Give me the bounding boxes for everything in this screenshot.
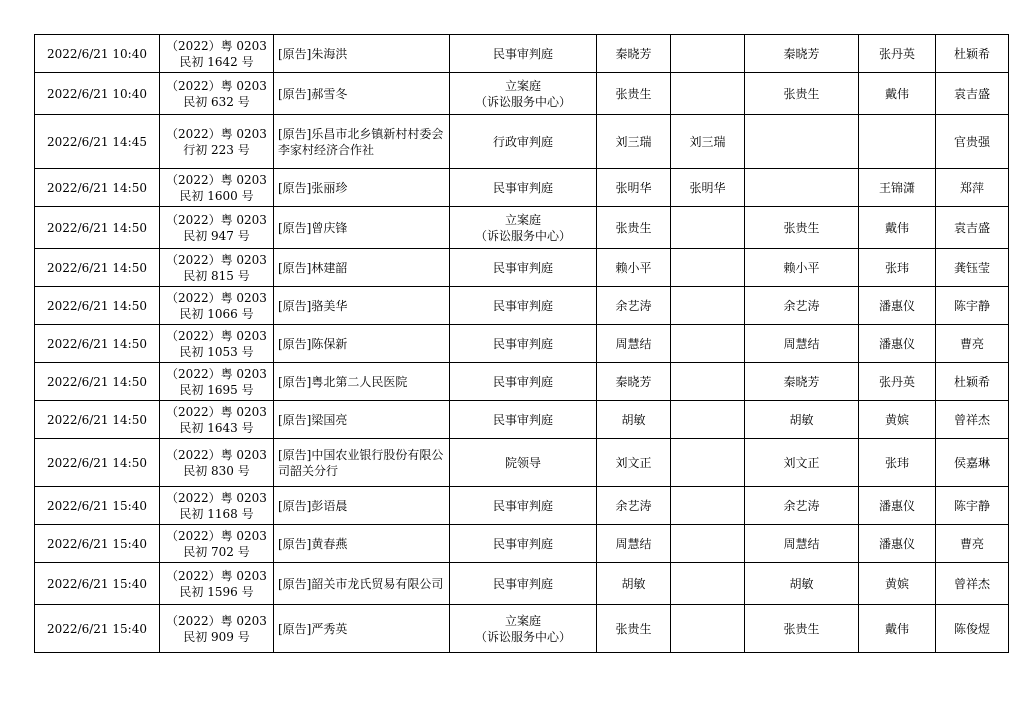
recorder-cell: 袁吉盛 [936,73,1009,115]
hearing-time-cell: 2022/6/21 14:50 [35,363,160,401]
department-cell [450,207,597,249]
table-row [35,287,1009,325]
case-number-line-1: （2022）粤 0203 [166,490,267,505]
party-cell: [原告]林建韶 [274,249,450,287]
recorder-cell: 龚钰莹 [936,249,1009,287]
case-number-line-2: 民初 1600 号 [179,188,254,203]
case-number-cell [160,249,274,287]
case-number-line-2: 民初 1596 号 [179,584,254,599]
judge-cell [671,363,745,401]
clerk-cell: 黄嫔 [859,401,936,439]
judge-cell: 刘三瑞 [671,115,745,169]
presiding-judge-cell: 周慧结 [597,525,671,563]
table-row [35,605,1009,653]
department-cell: 民事审判庭 [450,525,597,563]
recorder-cell: 陈宇静 [936,487,1009,525]
presiding-judge-cell: 余艺涛 [597,287,671,325]
judge-cell [671,487,745,525]
clerk-cell: 张丹英 [859,363,936,401]
department-cell: 民事审判庭 [450,287,597,325]
table-row [35,439,1009,487]
case-number-line-2: 民初 1642 号 [179,54,254,69]
undertaking-judge-cell: 赖小平 [745,249,859,287]
case-number-cell [160,525,274,563]
case-number-cell [160,401,274,439]
hearing-time-cell: 2022/6/21 10:40 [35,35,160,73]
table-row [35,249,1009,287]
clerk-cell: 潘惠仪 [859,487,936,525]
case-number-line-1: （2022）粤 0203 [166,38,267,53]
presiding-judge-cell: 周慧结 [597,325,671,363]
judge-cell [671,287,745,325]
undertaking-judge-cell: 秦晓芳 [745,363,859,401]
department-cell: 民事审判庭 [450,363,597,401]
table-row [35,525,1009,563]
hearing-time-cell: 2022/6/21 14:50 [35,169,160,207]
clerk-cell: 王锦潇 [859,169,936,207]
judge-cell [671,605,745,653]
undertaking-judge-cell: 张贵生 [745,605,859,653]
party-cell: [原告]严秀英 [274,605,450,653]
clerk-cell: 潘惠仪 [859,287,936,325]
case-number-line-2: 民初 702 号 [183,544,250,559]
party-cell: [原告]韶关市龙氏贸易有限公司 [274,563,450,605]
party-cell: [原告]中国农业银行股份有限公司韶关分行 [274,439,450,487]
department-label: 立案庭 （诉讼服务中心） [474,78,571,109]
clerk-cell: 黄嫔 [859,563,936,605]
presiding-judge-cell: 赖小平 [597,249,671,287]
party-cell: [原告]梁国亮 [274,401,450,439]
department-label: 立案庭 （诉讼服务中心） [474,613,571,644]
judge-cell [671,249,745,287]
table-row [35,487,1009,525]
case-number-line-2: 民初 1168 号 [179,506,254,521]
judge-cell [671,207,745,249]
case-number-line-1: （2022）粤 0203 [166,447,267,462]
presiding-judge-cell: 胡敏 [597,563,671,605]
table-row [35,207,1009,249]
hearing-time-cell: 2022/6/21 14:50 [35,287,160,325]
hearing-time-cell: 2022/6/21 14:50 [35,325,160,363]
department-cell: 民事审判庭 [450,249,597,287]
case-number-line-2: 民初 632 号 [183,94,250,109]
hearing-time-cell: 2022/6/21 14:50 [35,439,160,487]
party-cell: [原告]彭语晨 [274,487,450,525]
recorder-cell: 曾祥杰 [936,563,1009,605]
hearing-time-cell: 2022/6/21 14:45 [35,115,160,169]
case-number-cell [160,35,274,73]
presiding-judge-cell: 余艺涛 [597,487,671,525]
recorder-cell: 曾祥杰 [936,401,1009,439]
party-cell: [原告]朱海洪 [274,35,450,73]
clerk-cell: 戴伟 [859,605,936,653]
case-number-cell [160,115,274,169]
table-row [35,325,1009,363]
recorder-cell: 陈宇静 [936,287,1009,325]
presiding-judge-cell: 胡敏 [597,401,671,439]
case-number-cell [160,563,274,605]
recorder-cell: 官贵强 [936,115,1009,169]
judge-cell [671,563,745,605]
party-cell: [原告]骆美华 [274,287,450,325]
case-number-line-1: （2022）粤 0203 [166,252,267,267]
judge-cell: 张明华 [671,169,745,207]
judge-cell [671,525,745,563]
hearing-time-cell: 2022/6/21 14:50 [35,207,160,249]
case-number-line-2: 民初 947 号 [183,228,250,243]
case-number-line-1: （2022）粤 0203 [166,568,267,583]
presiding-judge-cell: 秦晓芳 [597,35,671,73]
presiding-judge-cell: 张明华 [597,169,671,207]
clerk-cell: 张玮 [859,439,936,487]
case-number-line-2: 民初 815 号 [183,268,250,283]
case-number-line-1: （2022）粤 0203 [166,328,267,343]
hearing-time-cell: 2022/6/21 10:40 [35,73,160,115]
presiding-judge-cell: 张贵生 [597,73,671,115]
department-cell [450,605,597,653]
clerk-cell: 戴伟 [859,73,936,115]
undertaking-judge-cell: 张贵生 [745,73,859,115]
hearing-time-cell: 2022/6/21 15:40 [35,605,160,653]
case-number-cell [160,363,274,401]
undertaking-judge-cell [745,169,859,207]
department-cell: 民事审判庭 [450,401,597,439]
presiding-judge-cell: 张贵生 [597,207,671,249]
case-number-line-1: （2022）粤 0203 [166,528,267,543]
presiding-judge-cell: 刘三瑞 [597,115,671,169]
case-number-cell [160,287,274,325]
table-row [35,563,1009,605]
table-row [35,73,1009,115]
hearing-time-cell: 2022/6/21 15:40 [35,487,160,525]
case-number-line-1: （2022）粤 0203 [166,172,267,187]
case-number-cell [160,439,274,487]
hearing-time-cell: 2022/6/21 15:40 [35,525,160,563]
undertaking-judge-cell: 刘文正 [745,439,859,487]
hearing-time-cell: 2022/6/21 14:50 [35,401,160,439]
undertaking-judge-cell: 余艺涛 [745,287,859,325]
case-number-line-1: （2022）粤 0203 [166,366,267,381]
department-cell [450,73,597,115]
recorder-cell: 曹亮 [936,525,1009,563]
undertaking-judge-cell: 周慧结 [745,325,859,363]
presiding-judge-cell: 刘文正 [597,439,671,487]
clerk-cell [859,115,936,169]
party-cell: [原告]郝雪冬 [274,73,450,115]
recorder-cell: 陈俊煜 [936,605,1009,653]
case-number-line-2: 民初 1053 号 [179,344,254,359]
case-number-line-1: （2022）粤 0203 [166,613,267,628]
party-cell: [原告]粤北第二人民医院 [274,363,450,401]
party-cell: [原告]黄春燕 [274,525,450,563]
table-row [35,363,1009,401]
case-number-cell [160,325,274,363]
hearing-time-cell: 2022/6/21 15:40 [35,563,160,605]
undertaking-judge-cell: 胡敏 [745,563,859,605]
schedule-body [35,35,1009,653]
case-number-line-1: （2022）粤 0203 [166,290,267,305]
case-number-cell [160,487,274,525]
undertaking-judge-cell: 张贵生 [745,207,859,249]
case-number-line-1: （2022）粤 0203 [166,404,267,419]
undertaking-judge-cell: 胡敏 [745,401,859,439]
recorder-cell: 杜颖希 [936,35,1009,73]
clerk-cell: 戴伟 [859,207,936,249]
department-cell: 民事审判庭 [450,563,597,605]
judge-cell [671,325,745,363]
clerk-cell: 张丹英 [859,35,936,73]
case-number-line-2: 行初 223 号 [183,142,250,157]
party-cell: [原告]曾庆锋 [274,207,450,249]
undertaking-judge-cell [745,115,859,169]
case-number-cell [160,207,274,249]
recorder-cell: 袁吉盛 [936,207,1009,249]
case-number-line-2: 民初 1066 号 [179,306,254,321]
undertaking-judge-cell: 秦晓芳 [745,35,859,73]
presiding-judge-cell: 秦晓芳 [597,363,671,401]
case-number-line-2: 民初 909 号 [183,629,250,644]
clerk-cell: 潘惠仪 [859,325,936,363]
case-number-line-2: 民初 1643 号 [179,420,254,435]
undertaking-judge-cell: 周慧结 [745,525,859,563]
table-row [35,35,1009,73]
case-number-line-2: 民初 830 号 [183,463,250,478]
judge-cell [671,401,745,439]
table-row [35,115,1009,169]
clerk-cell: 张玮 [859,249,936,287]
department-cell: 院领导 [450,439,597,487]
judge-cell [671,439,745,487]
recorder-cell: 曹亮 [936,325,1009,363]
case-number-cell [160,605,274,653]
case-number-line-1: （2022）粤 0203 [166,126,267,141]
party-cell: [原告]陈保新 [274,325,450,363]
table-row [35,401,1009,439]
department-cell: 行政审判庭 [450,115,597,169]
table-row [35,169,1009,207]
recorder-cell: 杜颖希 [936,363,1009,401]
judge-cell [671,73,745,115]
case-number-cell [160,169,274,207]
party-cell: [原告]乐昌市北乡镇新村村委会李家村经济合作社 [274,115,450,169]
department-cell: 民事审判庭 [450,325,597,363]
clerk-cell: 潘惠仪 [859,525,936,563]
case-number-line-1: （2022）粤 0203 [166,212,267,227]
department-cell: 民事审判庭 [450,487,597,525]
party-cell: [原告]张丽珍 [274,169,450,207]
department-cell: 民事审判庭 [450,35,597,73]
case-number-line-2: 民初 1695 号 [179,382,254,397]
hearing-schedule-table [34,34,1009,653]
undertaking-judge-cell: 余艺涛 [745,487,859,525]
hearing-time-cell: 2022/6/21 14:50 [35,249,160,287]
case-number-cell [160,73,274,115]
recorder-cell: 郑萍 [936,169,1009,207]
case-number-line-1: （2022）粤 0203 [166,78,267,93]
recorder-cell: 侯嘉琳 [936,439,1009,487]
presiding-judge-cell: 张贵生 [597,605,671,653]
judge-cell [671,35,745,73]
department-label: 立案庭 （诉讼服务中心） [474,212,571,243]
department-cell: 民事审判庭 [450,169,597,207]
